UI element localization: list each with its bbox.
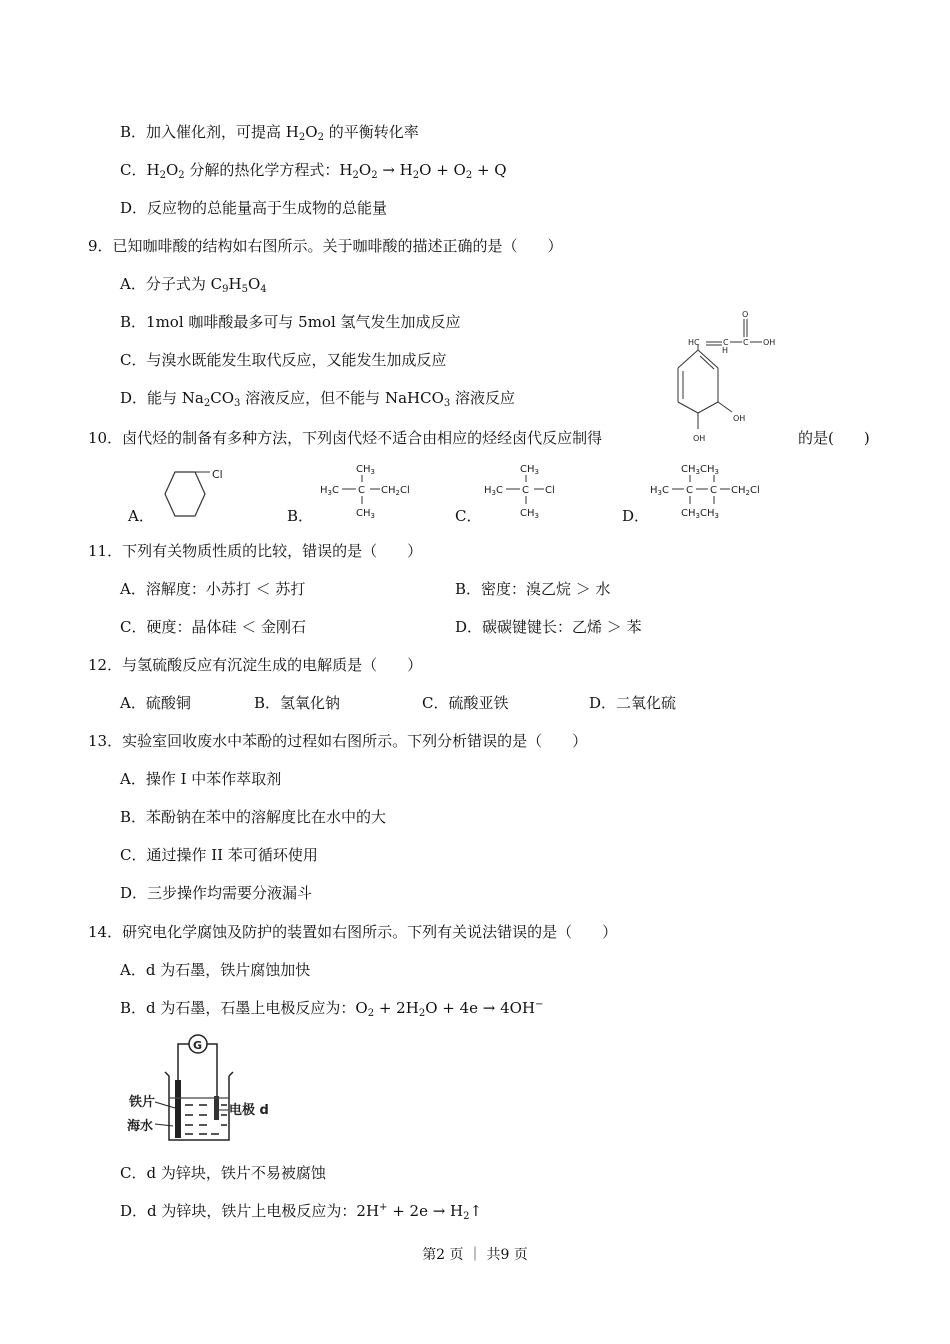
- galvanometer-label: G: [193, 1039, 203, 1052]
- page-footer: 第2 页 ｜ 共9 页: [422, 1247, 528, 1263]
- q13-option-a: A．操作 I 中苯作萃取剂: [120, 770, 282, 788]
- svg-text:C: C: [710, 485, 717, 496]
- svg-text:Cl: Cl: [212, 468, 223, 481]
- q11-option-b: B．密度：溴乙烷 ＞ 水: [455, 580, 611, 598]
- svg-text:CH2Cl: $CH_2Cl$: [381, 485, 410, 497]
- svg-text:CH3CH3: $CH_3CH_3$: [681, 508, 719, 520]
- q14-option-d: D．d 为锌块，铁片上电极反应为：$2H^+ + 2e \to H_2↑$: [120, 1202, 483, 1222]
- svg-text:C: C: [522, 485, 529, 496]
- svg-text:CH3CH3: $CH_3CH_3$: [681, 464, 719, 476]
- q14-option-b: B．d 为石墨，石墨上电极反应为：$O_2 + 2H_2O + 4e \to 4OH^-$: [120, 999, 544, 1019]
- q10-label-b: B．: [287, 507, 314, 525]
- q12-option-d: D．二氧化硫: [589, 694, 677, 712]
- q8-option-b: B．加入催化剂，可提高 $H_2O_2$ 的平衡转化率: [120, 123, 419, 143]
- q9-option-b: B．1mol 咖啡酸最多可与 5mol 氢气发生加成反应: [120, 313, 461, 331]
- svg-text:CH2Cl: $CH_2Cl$: [731, 485, 760, 497]
- q13-option-c: C．通过操作 II 苯可循环使用: [120, 846, 318, 864]
- corrosion-apparatus-diagram: [125, 1030, 285, 1145]
- q13-option-b: B．苯酚钠在苯中的溶解度比在水中的大: [120, 808, 387, 826]
- q10-molecule-b: [318, 460, 428, 522]
- svg-text:C: C: [358, 485, 365, 496]
- q9-option-c: C．与溴水既能发生取代反应，又能发生加成反应: [120, 351, 447, 369]
- q11-option-c: C．硬度：晶体硅 ＜ 金刚石: [120, 618, 307, 636]
- q9-stem: 9．已知咖啡酸的结构如右图所示。关于咖啡酸的描述正确的是（ ）: [88, 237, 563, 255]
- electrode-d-label: 电极 d: [229, 1103, 269, 1118]
- svg-text:Cl: Cl: [545, 485, 555, 496]
- q10-label-a: A．: [128, 507, 154, 525]
- svg-text:CH3: $CH_3$: [356, 464, 375, 476]
- caffeic-acid-structure: [650, 305, 800, 450]
- svg-text:H3C: $H_3C$: [320, 485, 339, 497]
- q10-molecule-d: [648, 460, 778, 522]
- q12-option-b: B．氢氧化钠: [254, 694, 341, 712]
- svg-text:CH3: $CH_3$: [520, 508, 539, 520]
- q10-label-d: D．: [622, 507, 650, 525]
- struct-oh-meta: OH: [733, 414, 746, 423]
- q12-option-c: C．硫酸亚铁: [422, 694, 509, 712]
- q10-molecule-a: [150, 462, 240, 524]
- struct-o: O: [742, 310, 749, 319]
- struct-hc: HC: [688, 338, 700, 347]
- q13-option-d: D．三步操作均需要分液漏斗: [120, 884, 313, 902]
- iron-sheet-label: 铁片: [129, 1095, 156, 1110]
- q9-option-d: D．能与 $Na_2CO_3$ 溶液反应，但不能与 NaHCO$_3$ 溶液反应: [120, 389, 516, 409]
- q9-option-a: A．分子式为 $C_9H_5O_4$: [120, 275, 267, 295]
- q12-stem: 12．与氢硫酸反应有沉淀生成的电解质是（ ）: [88, 656, 423, 674]
- q10-molecule-c: [482, 460, 572, 522]
- q11-option-d: D．碳碳键键长：乙烯 ＞ 苯: [455, 618, 642, 636]
- svg-text:CH3: $CH_3$: [356, 508, 375, 520]
- q14-option-a: A．d 为石墨，铁片腐蚀加快: [120, 961, 311, 979]
- q13-stem: 13．实验室回收废水中苯酚的过程如右图所示。下列分析错误的是（ ）: [88, 732, 588, 750]
- svg-text:CH3: $CH_3$: [520, 464, 539, 476]
- q10-stem: 10．卤代烃的制备有多种方法，下列卤代烃不适合由相应的烃经卤代反应制得: [88, 429, 603, 447]
- seawater-label: 海水: [127, 1119, 154, 1134]
- q11-stem: 11．下列有关物质性质的比较，错误的是（ ）: [88, 542, 423, 560]
- q14-stem: 14．研究电化学腐蚀及防护的装置如右图所示。下列有关说法错误的是（ ）: [88, 923, 618, 941]
- svg-text:H3C: $H_3C$: [650, 485, 669, 497]
- svg-text:C: C: [686, 485, 693, 496]
- struct-h: H: [722, 346, 729, 355]
- q10-stem-end: 的是( ): [798, 429, 870, 447]
- struct-oh-para: OH: [693, 434, 706, 443]
- q8-option-c: C．$H_2O_2$ 分解的热化学方程式：$H_2O_2 \to H_2O + O_2 + Q$: [120, 161, 507, 181]
- svg-text:H3C: $H_3C$: [484, 485, 503, 497]
- q12-option-a: A．硫酸铜: [120, 694, 191, 712]
- struct-c1: C: [723, 338, 729, 347]
- struct-c2: C: [743, 338, 749, 347]
- q11-option-a: A．溶解度：小苏打 ＜ 苏打: [120, 580, 306, 598]
- q8-option-d: D．反应物的总能量高于生成物的总能量: [120, 199, 388, 217]
- q14-option-c: C．d 为锌块，铁片不易被腐蚀: [120, 1164, 326, 1182]
- struct-oh-acid: OH: [763, 338, 776, 347]
- q10-label-c: C．: [455, 507, 482, 525]
